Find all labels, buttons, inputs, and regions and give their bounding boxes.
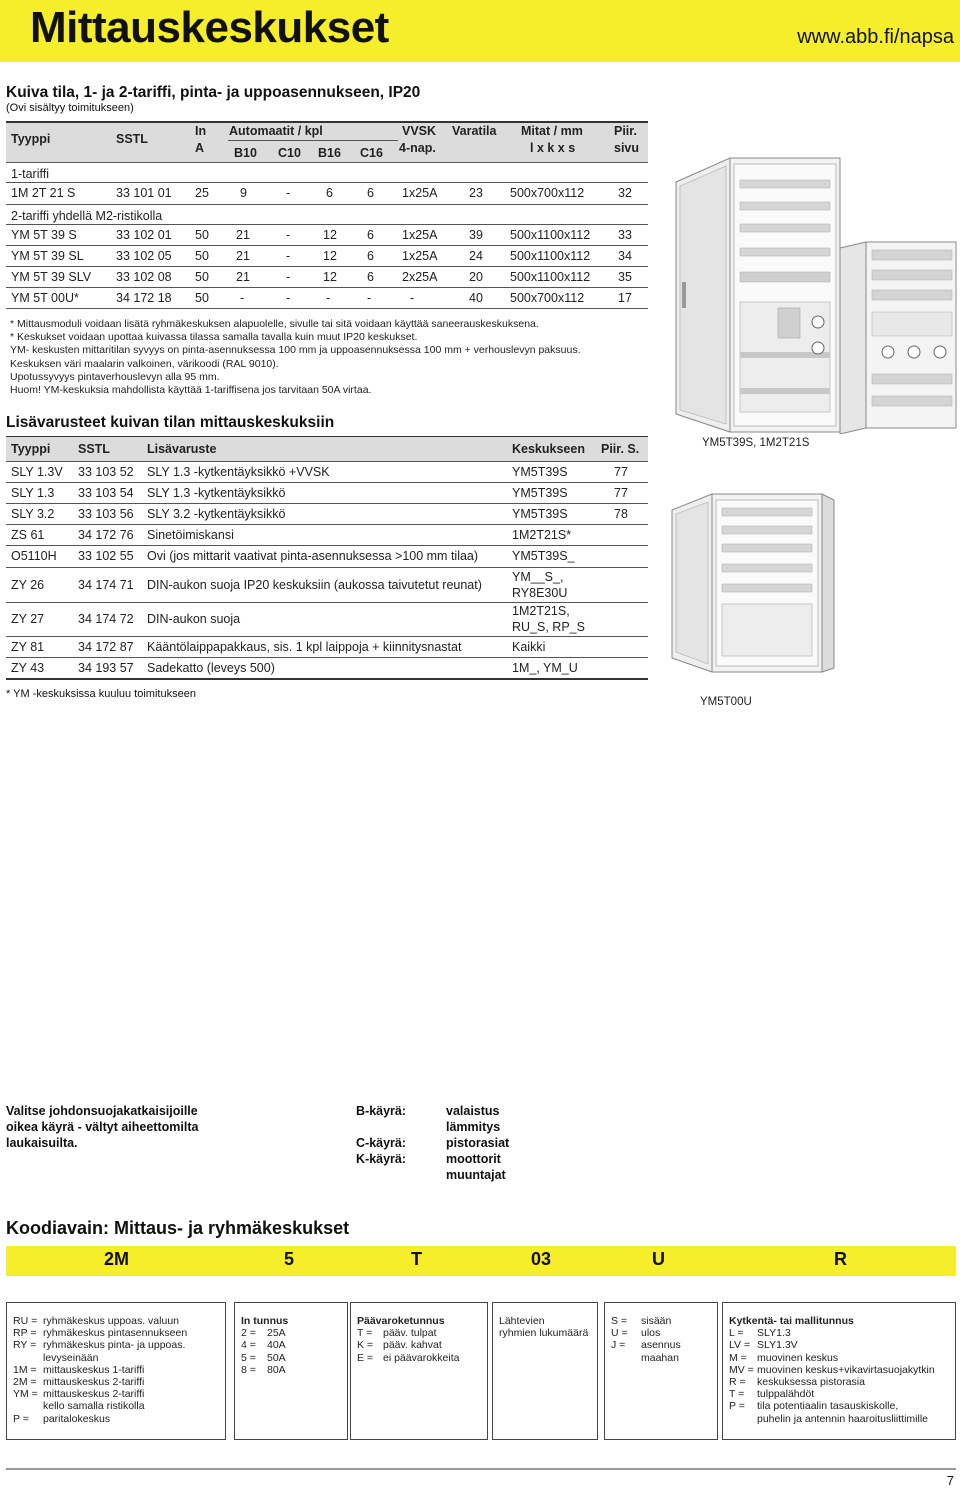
col-lkxs: l x k x s [530,141,576,155]
col-4nap: 4-nap. [399,141,436,155]
legend-box-groups: Lähtevien ryhmien lukumäärä [492,1302,598,1440]
legend-box-direction: S = sisään U = ulos J = asennus maahan [604,1302,718,1440]
acc-col-keskukseen: Keskukseen [512,442,585,456]
table-top-rule [6,121,648,123]
code-band [6,1246,956,1276]
col-in: In [195,124,207,138]
col-b16: B16 [318,146,341,160]
footer-rule [6,1468,956,1470]
legend-box-type: RU = ryhmäkeskus uppoas. valuun RP = ryhmäkeskus pintasennukseen RY = ryhmäkeskus pinta- ja uppoas. levyseinään 1M = mittauskeskus 1-tariffi 2M = mittauskeskus 2-tariffi YM = mittauskeskus 2-tariffi kello samalla ristikolla P = paritalokeskus [6,1302,226,1440]
col-c16: C16 [360,146,383,160]
caption-fig2: YM5T00U [700,696,752,708]
header-subrule [228,140,398,141]
cabinet-photo-1 [668,152,958,434]
legend-box-model: Kytkentä- tai mallitunnus L = SLY1.3 LV = SLY1.3V M = muovinen keskus MV = muovinen keskus+vikavirtasuojakytkin R = keskuksessa pistorasia T = tulppalähdöt P = tila potentiaalin tasauskiskolle, puhelin ja antennin haaroitusliittimille [722,1302,956,1440]
col-mitat: Mitat / mm [521,124,583,138]
col-a: A [195,141,205,155]
section1-subtitle: (Ovi sisältyy toimitukseen) [6,102,134,114]
col-sivu: sivu [614,141,640,155]
col-piir: Piir. [614,124,637,138]
section2-footnote: * YM -keskuksissa kuuluu toimitukseen [6,688,196,700]
legend-box-fuse: Päävaroketunnus T = pääv. tulpat K = pääv. kahvat E = ei päävarokkeita [350,1302,488,1440]
legend-box-in: In tunnus 2 = 25A 4 = 40A 5 = 50A 8 = 80A [234,1302,348,1440]
code-part-5: 5 [284,1249,295,1269]
col-automaatit: Automaatit / kpl [229,124,323,138]
section1-notes: * Mittausmoduli voidaan lisätä ryhmäkeskuksen alapuolelle, sivulle tai sitä voidaan käyttää saneerauskeskuksena. * Keskukset voidaan upottaa kuivassa tilassa samalla tavalla kuin muut IP20 keskukset. YM- keskusten mittaritilan syvyys on pinta-asennuksessa 100 mm ja uppoasennuksessa 100 mm + verhouslevyn paksuus. Keskuksen väri maalarin valkoinen, värikoodi (RAL 9010). Upotussyvyys pintaverhouslevyn alla 95 mm. Huom! YM-keskuksia mahdollista käyttää 1-tariffisena jos tarvitaan 50A virtaa. [10,318,581,397]
acc-col-lisavaruste: Lisävaruste [147,442,217,456]
col-sstl: SSTL [116,132,148,146]
curve-selection-text: Valitse johdonsuojakatkaisijoille oikea käyrä - vältyt aiheettomilta laukaisuilta. [6,1104,199,1150]
code-part-r: R [834,1249,847,1269]
group-1-tariffi: 1-tariffi [11,167,49,181]
acc-col-sstl: SSTL [78,442,110,456]
page-number: 7 [946,1473,954,1488]
cabinet-photo-2 [668,486,838,676]
col-b10: B10 [234,146,257,160]
col-vvsk: VVSK [402,124,437,138]
section2-title: Lisävarusteet kuivan tilan mittauskeskuksiin [6,414,335,431]
code-part-u: U [652,1249,665,1269]
acc-col-piir: Piir. S. [601,442,640,456]
section1-title: Kuiva tila, 1- ja 2-tariffi, pinta- ja uppoasennukseen, IP20 [6,84,421,101]
curve-labels: B-käyrä: C-käyrä: K-käyrä: [356,1104,407,1166]
col-varatila: Varatila [452,124,497,138]
code-part-03: 03 [531,1249,552,1269]
header-url[interactable]: www.abb.fi/napsa [797,26,954,48]
acc-col-tyyppi: Tyyppi [11,442,51,456]
code-title: Koodiavain: Mittaus- ja ryhmäkeskukset [6,1218,350,1238]
group-2-tariffi: 2-tariffi yhdellä M2-ristikolla [11,209,163,223]
col-tyyppi: Tyyppi [11,132,51,146]
code-part-t: T [411,1249,422,1269]
page-title: Mittauskeskukset [30,3,389,52]
curve-values: valaistus lämmitys pistorasiat moottorit muuntajat [446,1104,510,1182]
caption-fig1: YM5T39S, 1M2T21S [702,437,810,449]
col-c10: C10 [278,146,301,160]
code-part-2m: 2M [104,1249,130,1269]
